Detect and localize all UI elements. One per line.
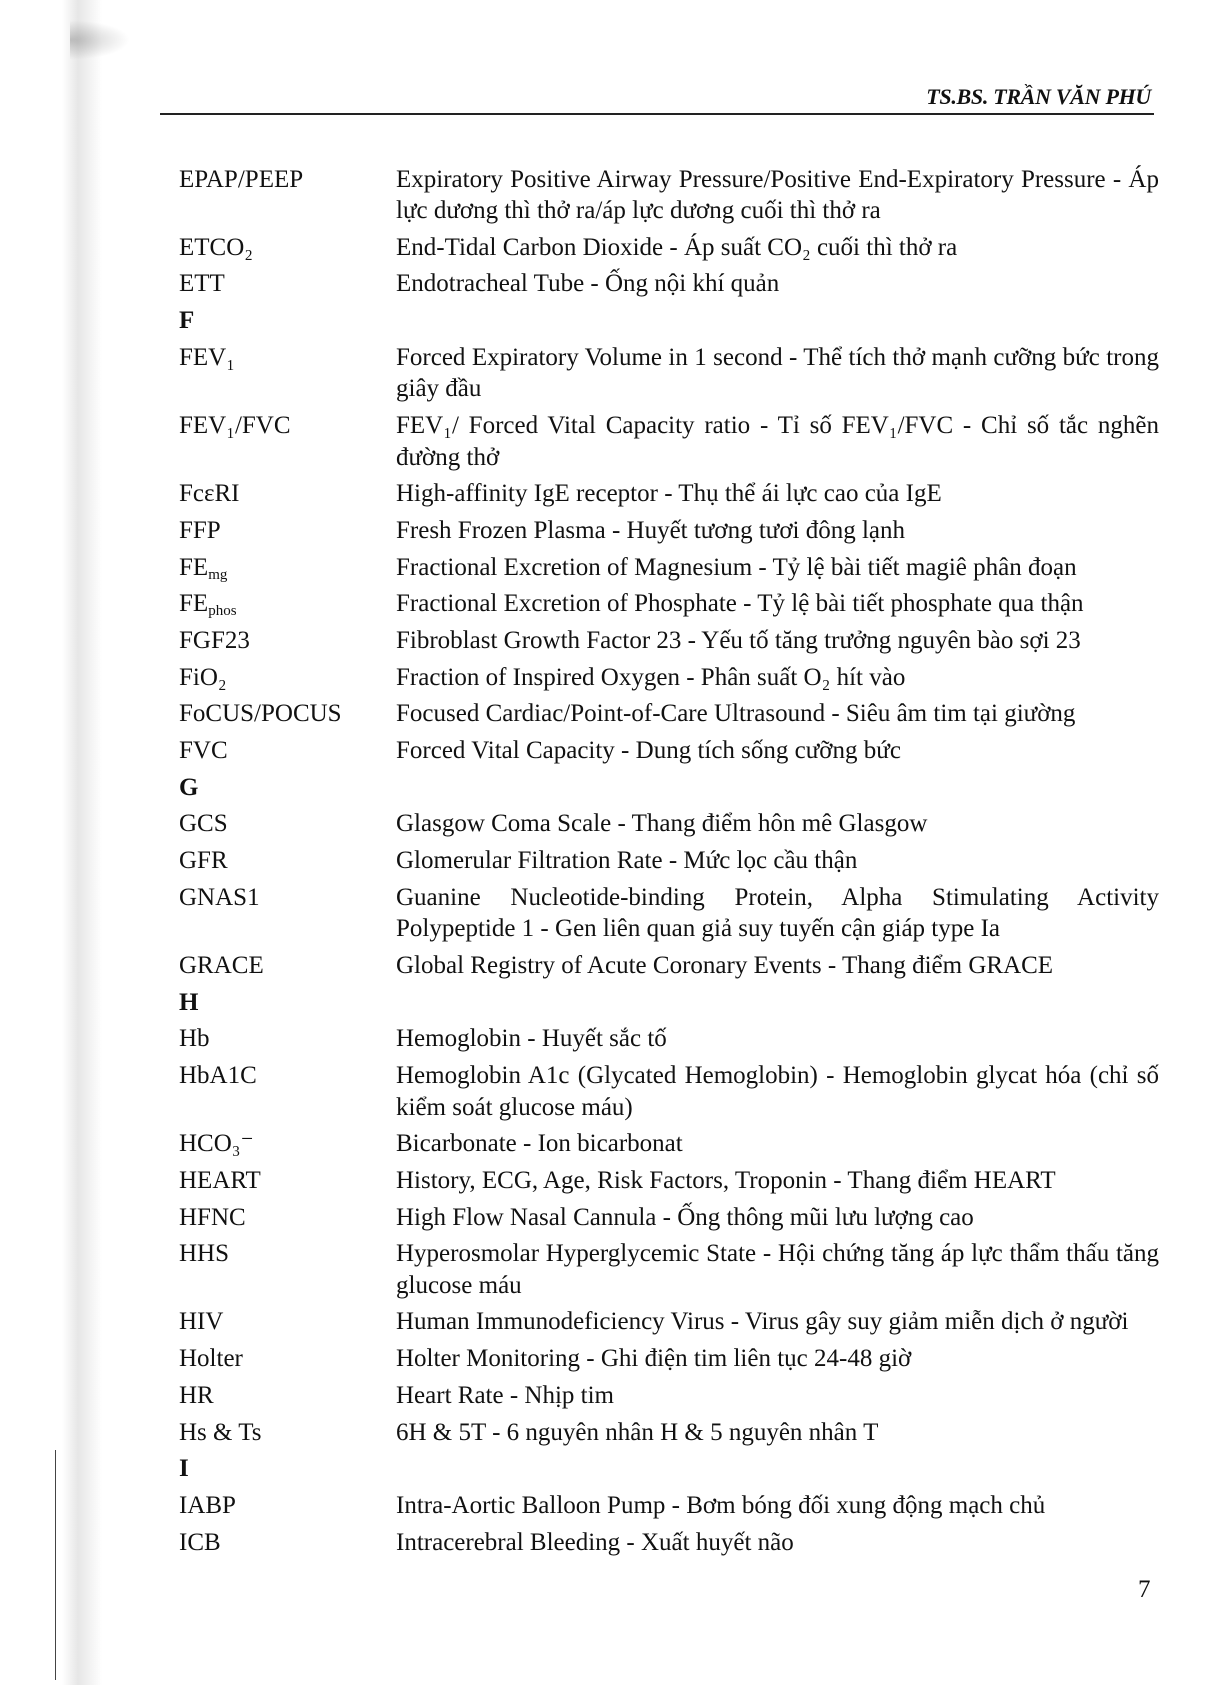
abbreviation-text: ICB <box>179 1528 221 1556</box>
abbreviation-list <box>179 161 1159 1561</box>
abbreviation-definition: Bicarbonate - Ion bicarbonat <box>396 1130 683 1158</box>
abbreviation-subscript: phos <box>208 603 237 620</box>
abbreviation-definition: Hemoglobin A1c (Glycated Hemoglobin) - Hemoglobin glycat hóa (chỉ số kiểm soát glucose máu) <box>396 1062 1159 1121</box>
abbreviation-definition: Hemoglobin - Huyết sắc tố <box>396 1025 667 1053</box>
abbreviation-text: HFNC <box>179 1203 246 1231</box>
abbreviation-text: FE <box>179 590 209 618</box>
abbreviation-definition: Hyperosmolar Hyperglycemic State - Hội chứng tăng áp lực thẩm thấu tăng glucose máu <box>396 1240 1159 1299</box>
abbreviation-entry <box>179 512 1159 549</box>
abbreviation-entry <box>179 1021 1159 1058</box>
abbreviation-text: FoCUS/POCUS <box>179 700 342 728</box>
abbreviation-text: HR <box>179 1381 214 1409</box>
scan-binding-line <box>55 1450 56 1680</box>
section-letter-row <box>179 1451 1159 1488</box>
abbreviation-term <box>179 882 396 945</box>
abbreviation-entry <box>179 1487 1159 1524</box>
abbreviation-definition: FEV₁/ Forced Vital Capacity ratio - Tỉ số FEV₁/FVC - Chỉ số tắc nghẽn đường thở <box>396 412 1159 471</box>
section-letter-row <box>179 303 1159 340</box>
abbreviation-entry <box>179 659 1159 696</box>
abbreviation-term <box>179 410 396 473</box>
abbreviation-entry <box>179 879 1159 947</box>
abbreviation-text: FVC <box>179 737 228 765</box>
abbreviation-term <box>179 478 396 510</box>
abbreviation-text: FcεRI <box>179 480 240 508</box>
abbreviation-term <box>179 845 396 877</box>
abbreviation-term <box>179 515 396 547</box>
abbreviation-text: ETT <box>179 270 225 298</box>
abbreviation-text: GFR <box>179 847 228 875</box>
abbreviation-text: FFP <box>179 516 221 544</box>
abbreviation-text: G <box>179 773 199 801</box>
section-letter-row <box>179 769 1159 806</box>
abbreviation-definition: Fractional Excretion of Magnesium - Tỷ lệ bài tiết magiê phân đoạn <box>396 553 1077 581</box>
abbreviation-definition: Human Immunodeficiency Virus - Virus gây suy giảm miễn dịch ở người <box>396 1308 1129 1336</box>
abbreviation-term <box>179 1380 396 1412</box>
running-header-author: TS.BS. TRẦN VĂN PHÚ <box>926 84 1151 109</box>
abbreviation-definition: Forced Expiratory Volume in 1 second - Thể tích thở mạnh cưỡng bức trong giây đầu <box>396 343 1159 403</box>
abbreviation-term <box>179 1060 396 1123</box>
abbreviation-term <box>179 552 396 584</box>
abbreviation-entry <box>179 1304 1159 1341</box>
abbreviation-term <box>179 1238 396 1301</box>
abbreviation-definition: Fraction of Inspired Oxygen - Phân suất O₂ hít vào <box>396 663 906 691</box>
abbreviation-entry <box>179 161 1159 229</box>
page-number: 7 <box>1138 1576 1151 1603</box>
abbreviation-text: HbA1C <box>179 1062 257 1090</box>
abbreviation-definition: Heart Rate - Nhịp tim <box>396 1381 614 1409</box>
abbreviation-term <box>179 164 396 227</box>
section-letter <box>179 772 396 804</box>
abbreviation-entry <box>179 586 1159 623</box>
abbreviation-definition: High-affinity IgE receptor - Thụ thể ái lực cao của IgE <box>396 480 942 508</box>
abbreviation-text: FEV₁ <box>179 343 235 371</box>
abbreviation-entry <box>179 476 1159 513</box>
abbreviation-definition: Endotracheal Tube - Ống nội khí quản <box>396 270 780 298</box>
abbreviation-definition: Holter Monitoring - Ghi điện tim liên tục 24-48 giờ <box>396 1345 912 1373</box>
abbreviation-entry <box>179 1057 1159 1125</box>
abbreviation-text: F <box>179 307 195 335</box>
section-letter <box>179 305 396 337</box>
abbreviation-entry <box>179 947 1159 984</box>
abbreviation-entry <box>179 732 1159 769</box>
abbreviation-entry <box>179 806 1159 843</box>
abbreviation-term <box>179 950 396 982</box>
abbreviation-term <box>179 1490 396 1522</box>
abbreviation-text: GCS <box>179 810 228 838</box>
abbreviation-text: Hb <box>179 1025 210 1053</box>
abbreviation-entry <box>179 843 1159 880</box>
abbreviation-text: Holter <box>179 1345 243 1373</box>
abbreviation-entry <box>179 1199 1159 1236</box>
abbreviation-definition: 6H & 5T - 6 nguyên nhân H & 5 nguyên nhân T <box>396 1418 879 1446</box>
abbreviation-definition: Fibroblast Growth Factor 23 - Yếu tố tăng trưởng nguyên bào sợi 23 <box>396 626 1081 654</box>
abbreviation-definition: Glomerular Filtration Rate - Mức lọc cầu thận <box>396 847 858 875</box>
abbreviation-text: IABP <box>179 1491 236 1519</box>
abbreviation-entry <box>179 1162 1159 1199</box>
abbreviation-text: FE <box>179 553 209 581</box>
abbreviation-entry <box>179 1414 1159 1451</box>
abbreviation-term <box>179 698 396 730</box>
section-letter-row <box>179 984 1159 1021</box>
abbreviation-term <box>179 1417 396 1449</box>
abbreviation-text: HCO₃⁻ <box>179 1130 254 1158</box>
abbreviation-term <box>179 1023 396 1055</box>
abbreviation-text: H <box>179 988 199 1016</box>
abbreviation-text: GNAS1 <box>179 883 260 911</box>
abbreviation-term <box>179 662 396 694</box>
abbreviation-definition: Global Registry of Acute Coronary Events - Thang điểm GRACE <box>396 951 1054 979</box>
abbreviation-definition: End-Tidal Carbon Dioxide - Áp suất CO₂ cuối thì thở ra <box>396 233 958 261</box>
abbreviation-text: GRACE <box>179 951 264 979</box>
abbreviation-definition: High Flow Nasal Cannula - Ống thông mũi lưu lượng cao <box>396 1203 974 1231</box>
abbreviation-entry <box>179 1236 1159 1304</box>
abbreviation-definition: Guanine Nucleotide-binding Protein, Alpha Stimulating Activity Polypeptide 1 - Gen liên quan giả suy tuyến cận giáp type Ia <box>396 883 1159 943</box>
abbreviation-entry <box>179 229 1159 266</box>
abbreviation-subscript: mg <box>208 566 228 583</box>
abbreviation-entry <box>179 1126 1159 1163</box>
header-rule <box>160 113 1154 115</box>
abbreviation-term <box>179 1306 396 1338</box>
abbreviation-term <box>179 588 396 620</box>
abbreviation-entry <box>179 266 1159 303</box>
abbreviation-term <box>179 625 396 657</box>
abbreviation-definition: Forced Vital Capacity - Dung tích sống cưỡng bức <box>396 737 901 765</box>
section-letter <box>179 1453 396 1485</box>
abbreviation-term <box>179 1128 396 1160</box>
abbreviation-term <box>179 1343 396 1375</box>
abbreviation-entry <box>179 696 1159 733</box>
abbreviation-entry <box>179 1524 1159 1561</box>
scan-edge-shadow <box>62 0 102 1685</box>
abbreviation-term <box>179 268 396 300</box>
abbreviation-term <box>179 1202 396 1234</box>
abbreviation-text: EPAP/PEEP <box>179 165 304 193</box>
abbreviation-text: HEART <box>179 1166 261 1194</box>
abbreviation-text: HHS <box>179 1240 230 1268</box>
abbreviation-text: HIV <box>179 1308 224 1336</box>
abbreviation-definition: Intracerebral Bleeding - Xuất huyết não <box>396 1528 794 1556</box>
abbreviation-entry <box>179 549 1159 586</box>
abbreviation-text: FEV₁/FVC <box>179 412 291 440</box>
abbreviation-definition: History, ECG, Age, Risk Factors, Troponin - Thang điểm HEART <box>396 1166 1056 1194</box>
abbreviation-entry <box>179 407 1159 475</box>
abbreviation-entry <box>179 622 1159 659</box>
scan-corner-shadow <box>70 20 130 60</box>
abbreviation-entry <box>179 1377 1159 1414</box>
abbreviation-text: Hs & Ts <box>179 1418 262 1446</box>
abbreviation-text: FiO₂ <box>179 663 227 691</box>
abbreviation-term <box>179 1527 396 1559</box>
abbreviation-text: I <box>179 1455 189 1483</box>
abbreviation-definition: Glasgow Coma Scale - Thang điểm hôn mê Glasgow <box>396 810 928 838</box>
abbreviation-term <box>179 1165 396 1197</box>
abbreviation-text: ETCO₂ <box>179 233 253 261</box>
abbreviation-text: FGF23 <box>179 626 250 654</box>
abbreviation-definition: Intra-Aortic Balloon Pump - Bơm bóng đối xung động mạch chủ <box>396 1491 1046 1519</box>
abbreviation-entry <box>179 339 1159 407</box>
abbreviation-definition: Focused Cardiac/Point-of-Care Ultrasound - Siêu âm tim tại giường <box>396 700 1076 728</box>
abbreviation-definition: Expiratory Positive Airway Pressure/Positive End-Expiratory Pressure - Áp lực dương thì thở ra/áp lực dương cuối thì thở ra <box>396 165 1159 225</box>
abbreviation-definition: Fractional Excretion of Phosphate - Tỷ lệ bài tiết phosphate qua thận <box>396 590 1084 618</box>
abbreviation-term <box>179 342 396 405</box>
abbreviation-definition: Fresh Frozen Plasma - Huyết tương tươi đông lạnh <box>396 516 906 544</box>
abbreviation-term <box>179 232 396 264</box>
abbreviation-term <box>179 735 396 767</box>
abbreviation-entry <box>179 1341 1159 1378</box>
section-letter <box>179 987 396 1019</box>
abbreviation-term <box>179 808 396 840</box>
